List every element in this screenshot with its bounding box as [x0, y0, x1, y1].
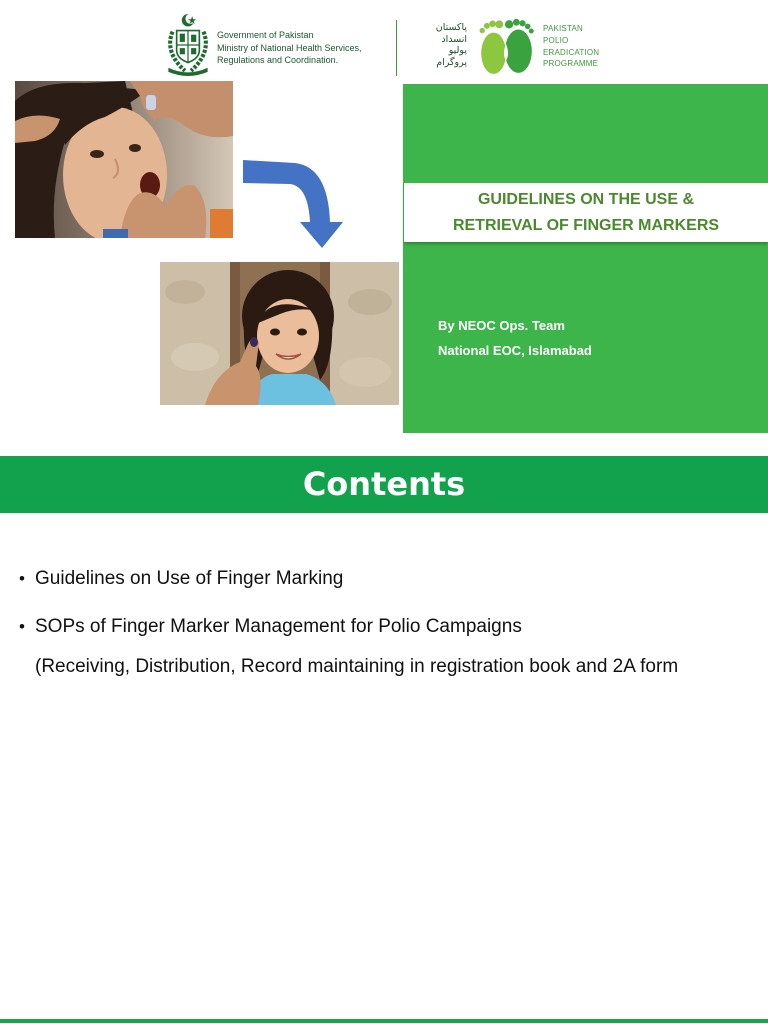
- bullet-marker: •: [19, 569, 25, 588]
- footprints-logo-icon: [475, 15, 537, 77]
- bullet-marker: •: [19, 617, 25, 636]
- author-line-1: By NEOC Ops. Team: [438, 318, 565, 333]
- gov-line-3: Regulations and Coordination.: [217, 55, 339, 65]
- bullet-continuation-text: (Receiving, Distribution, Record maintaining in registration book and 2A form: [35, 656, 679, 677]
- title-line-2: RETRIEVAL OF FINGER MARKERS: [452, 217, 720, 234]
- program-line-1: PAKISTAN: [543, 24, 583, 33]
- title-panel: [403, 84, 768, 433]
- government-ministry-text: [217, 29, 362, 67]
- gov-line-1: Government of Pakistan: [217, 30, 314, 40]
- list-item: [0, 567, 768, 591]
- state-emblem-icon: [162, 13, 214, 77]
- urdu-programme-text: [412, 22, 467, 68]
- bottom-divider: [0, 1019, 768, 1023]
- urdu-line-3: پولیو: [448, 45, 467, 56]
- urdu-line-4: پروگرام: [436, 56, 467, 68]
- list-item-continuation: [0, 655, 768, 679]
- bullet-text: Guidelines on Use of Finger Marking: [35, 568, 344, 589]
- logo-divider: [396, 20, 397, 76]
- gov-line-2: Ministry of National Health Services,: [217, 42, 362, 53]
- program-line-3: ERADICATION: [543, 47, 600, 57]
- author-block: [438, 313, 592, 363]
- curved-arrow-shape: [243, 160, 343, 248]
- polio-programme-text: [543, 23, 599, 70]
- curved-arrow-icon: [240, 155, 348, 251]
- author-line-2: National EOC, Islamabad: [438, 343, 592, 358]
- photo-child-receiving-drops: [15, 81, 233, 238]
- title-band: [404, 183, 768, 242]
- bullet-text: SOPs of Finger Marker Management for Polio Campaigns: [35, 616, 522, 637]
- urdu-line-2: انسداد: [441, 33, 467, 45]
- urdu-line-1: پاکستان: [435, 22, 467, 33]
- photo-child-marked-finger: [160, 262, 399, 405]
- contents-heading: Contents: [0, 456, 768, 513]
- program-line-4: PROGRAMME: [543, 59, 599, 69]
- title-line-1: GUIDELINES ON THE USE &: [477, 191, 695, 208]
- program-line-2: POLIO: [543, 35, 569, 45]
- list-item: [0, 615, 768, 639]
